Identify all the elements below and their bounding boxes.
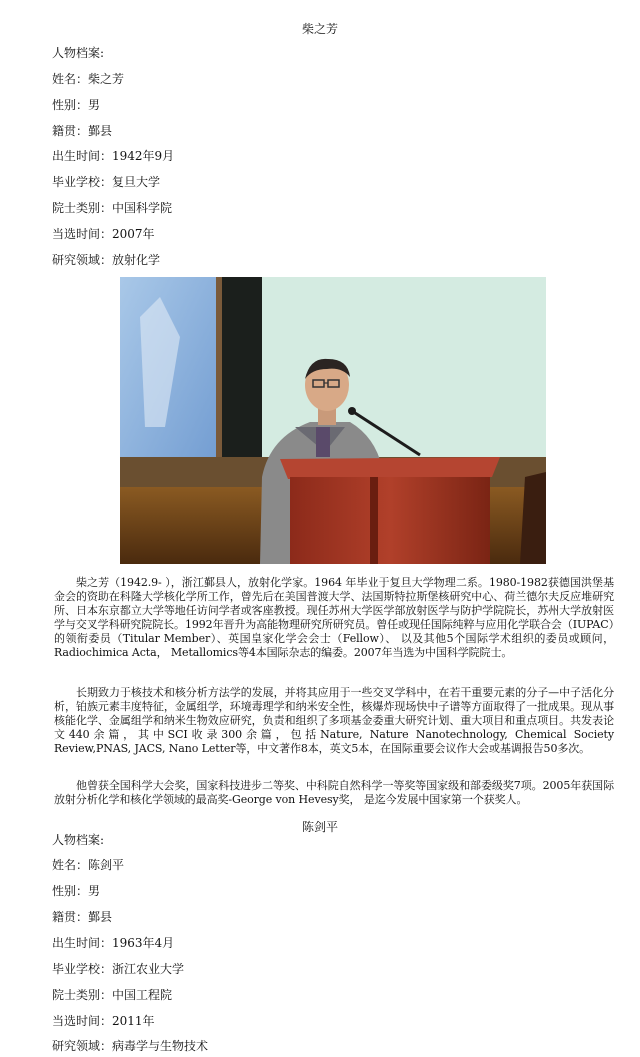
field-academy: 院士类别：中国科学院 (52, 201, 173, 215)
field-gender: 性别：男 (52, 884, 101, 898)
speaker-photo-illustration (120, 277, 546, 564)
profile-label: 人物档案: (52, 46, 105, 60)
profile-label: 人物档案: (52, 833, 105, 847)
field-birth-date: 出生时间：1963年4月 (52, 936, 175, 950)
field-name: 姓名：柴之芳 (52, 72, 125, 86)
page-title: 柴之芳 (301, 22, 338, 36)
field-elected: 当选时间：2007年 (52, 227, 155, 241)
field-school: 毕业学校：复旦大学 (52, 175, 161, 189)
field-birth-date: 出生时间：1942年9月 (52, 149, 175, 163)
field-elected: 当选时间：2011年 (52, 1014, 155, 1028)
bio-paragraph-2: 长期致力于核技术和核分析方法学的发展，并将其应用于一些交叉学科中，在若干重要元素的分子—中子活化分析，铂族元素丰度特征，金属组学，环境毒理学和纳米安全性，核爆炸现场快中子谱等方面取得了一批成果。现从事核能化学、金属组学和纳米生物效应研究，负责和组织了多项基金委重大研究计划、重大项目和重点项目。共发表论文440余篇，其中SCI收录300余篇，包括Nature, Nature Nanotechnology, Chemical Society Review,PNAS, JACS, Nano Letter等，中文著作8本，英文5本，在国际重要会议作大会或基调报告50多次。 (54, 686, 614, 755)
bio-paragraph-1: 柴之芳（1942.9- ），浙江鄞县人，放射化学家。1964 年毕业于复旦大学物理二系。1980-1982获德国洪堡基金会的资助在科隆大学核化学所工作，曾先后在美国普渡大学、法国斯特拉斯堡核研究中心、荷兰德尔夫反应堆研究所、日本东京都立大学等地任访问学者或客座教授。现任苏州大学医学部放射医学与防护学院院长，苏州大学放射医学与交叉学科研究院院长。1992年晋升为高能物理研究所研究员。曾任或现任国际纯粹与应用化学联合会（IUPAC）的领衔委员（Titular Member）、英国皇家化学会会士（Fellow）、 以及其他5个国际学术组织的委员或顾问， Radiochimica Acta， Metallomics等4本国际杂志的编委。2007年当选为中国科学院院士。 (54, 576, 614, 659)
person2-title: 陈剑平 (301, 820, 338, 834)
field-research: 研究领域：放射化学 (52, 253, 161, 267)
field-school: 毕业学校：浙江农业大学 (52, 962, 185, 976)
field-name: 姓名：陈剑平 (52, 858, 125, 872)
field-research: 研究领域：病毒学与生物技术 (52, 1039, 209, 1053)
field-hometown: 籍贯：鄞县 (52, 910, 113, 924)
speaker-photo (120, 277, 546, 564)
field-hometown: 籍贯：鄞县 (52, 124, 113, 138)
field-gender: 性别：男 (52, 98, 101, 112)
field-academy: 院士类别：中国工程院 (52, 988, 173, 1002)
bio-paragraph-3: 他曾获全国科学大会奖，国家科技进步二等奖、中科院自然科学一等奖等国家级和部委级奖7项。2005年获国际放射分析化学和核化学领域的最高奖-George von Hevesy奖， 是迄今发展中国家第一个获奖人。 (54, 779, 614, 806)
